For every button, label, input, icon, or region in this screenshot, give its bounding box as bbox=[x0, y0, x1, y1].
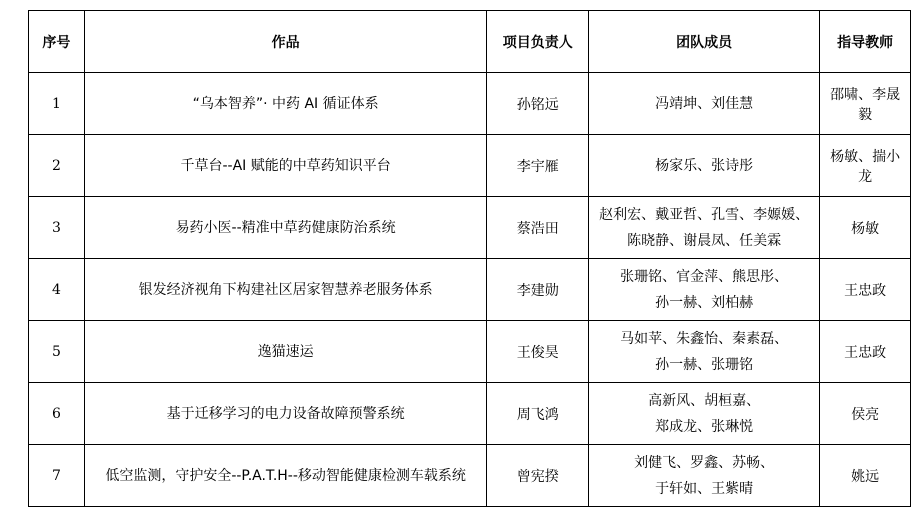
member-line: 杨家乐、张诗彤 bbox=[655, 157, 754, 174]
cell-members bbox=[589, 321, 820, 383]
header-work: 作品 bbox=[84, 11, 487, 73]
cell-members bbox=[589, 383, 820, 445]
cell-members bbox=[589, 197, 820, 259]
member-line: 陈晓静、谢晨凤、任美霖 bbox=[627, 232, 782, 249]
cell-members bbox=[589, 445, 820, 507]
member-line: 于轩如、王紫晴 bbox=[655, 480, 754, 497]
project-table bbox=[28, 10, 911, 507]
header-members: 团队成员 bbox=[589, 11, 820, 73]
cell-advisor: 姚远 bbox=[820, 445, 911, 507]
cell-seq: 5 bbox=[29, 321, 85, 383]
cell-leader: 王俊昊 bbox=[487, 321, 589, 383]
header-seq: 序号 bbox=[29, 11, 85, 73]
table-row bbox=[29, 73, 911, 135]
cell-work: 千草台--AI 赋能的中草药知识平台 bbox=[84, 135, 487, 197]
cell-members bbox=[589, 259, 820, 321]
cell-advisor: 杨敏 bbox=[820, 197, 911, 259]
header-advisor: 指导教师 bbox=[820, 11, 911, 73]
table-header-row bbox=[29, 11, 911, 73]
cell-work: 银发经济视角下构建社区居家智慧养老服务体系 bbox=[84, 259, 487, 321]
member-line: 孙一赫、张珊铭 bbox=[655, 356, 754, 373]
cell-leader: 周飞鸿 bbox=[487, 383, 589, 445]
table-row bbox=[29, 383, 911, 445]
table-row bbox=[29, 321, 911, 383]
table-row bbox=[29, 135, 911, 197]
cell-seq: 2 bbox=[29, 135, 85, 197]
table-row bbox=[29, 259, 911, 321]
member-line: 张珊铭、官金萍、熊思彤、 bbox=[620, 268, 789, 285]
table-row bbox=[29, 445, 911, 507]
header-leader: 项目负责人 bbox=[487, 11, 589, 73]
cell-work: 低空监测，守护安全--P.A.T.H--移动智能健康检测车载系统 bbox=[84, 445, 487, 507]
member-line: 马如苹、朱鑫怡、秦素磊、 bbox=[620, 330, 789, 347]
member-line: 刘健飞、罗鑫、苏畅、 bbox=[634, 454, 775, 471]
cell-members bbox=[589, 73, 820, 135]
cell-seq: 1 bbox=[29, 73, 85, 135]
cell-leader: 曾宪揆 bbox=[487, 445, 589, 507]
cell-seq: 3 bbox=[29, 197, 85, 259]
cell-leader: 孙铭远 bbox=[487, 73, 589, 135]
cell-work: 逸猫速运 bbox=[84, 321, 487, 383]
cell-seq: 4 bbox=[29, 259, 85, 321]
cell-leader: 李宇雁 bbox=[487, 135, 589, 197]
cell-work: 基于迁移学习的电力设备故障预警系统 bbox=[84, 383, 487, 445]
member-line: 郑成龙、张琳悦 bbox=[655, 418, 754, 435]
cell-advisor: 王忠政 bbox=[820, 321, 911, 383]
cell-seq: 7 bbox=[29, 445, 85, 507]
cell-advisor: 侯亮 bbox=[820, 383, 911, 445]
cell-work: “乌本智养”· 中药 AI 循证体系 bbox=[84, 73, 487, 135]
cell-advisor: 王忠政 bbox=[820, 259, 911, 321]
member-line: 赵利宏、戴亚哲、孔雪、李嫄媛、 bbox=[599, 206, 810, 223]
cell-leader: 李建勋 bbox=[487, 259, 589, 321]
cell-advisor: 杨敏、揣小龙 bbox=[820, 135, 911, 197]
member-line: 高新风、胡桓嘉、 bbox=[648, 392, 761, 409]
cell-leader: 蔡浩田 bbox=[487, 197, 589, 259]
cell-members bbox=[589, 135, 820, 197]
member-line: 冯靖坤、刘佳慧 bbox=[655, 95, 754, 112]
member-line: 孙一赫、刘柏赫 bbox=[655, 294, 754, 311]
cell-seq: 6 bbox=[29, 383, 85, 445]
table-row bbox=[29, 197, 911, 259]
cell-advisor: 邵啸、李晟毅 bbox=[820, 73, 911, 135]
cell-work: 易药小医--精准中草药健康防治系统 bbox=[84, 197, 487, 259]
